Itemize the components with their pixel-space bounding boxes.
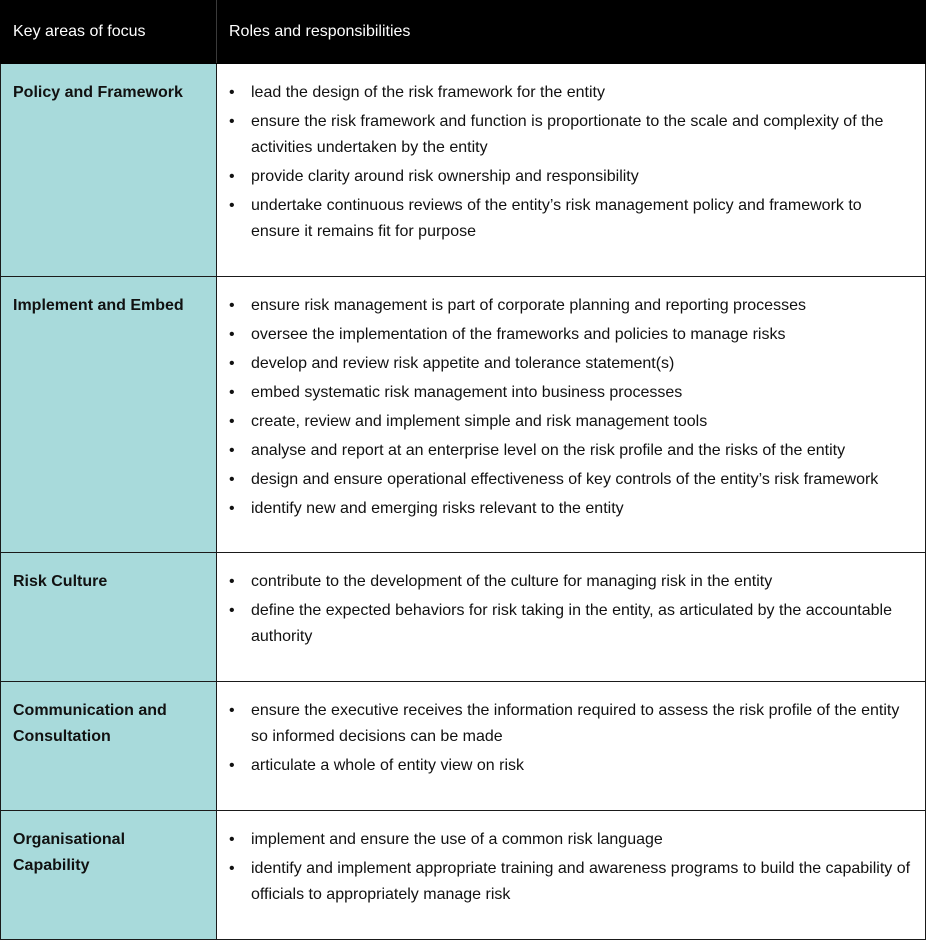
list-item: • articulate a whole of entity view on risk — [229, 753, 915, 779]
area-communication-consultation: Communication and Consultation — [1, 682, 217, 811]
area-risk-culture: Risk Culture — [1, 553, 217, 682]
list-item: • define the expected behaviors for risk taking in the entity, as articulated by the accountable authority — [229, 598, 915, 650]
roles-list — [229, 293, 915, 522]
list-item: • embed systematic risk management into business processes — [229, 380, 915, 406]
table-row — [1, 64, 926, 277]
area-organisational-capability: Organisational Capability — [1, 811, 217, 940]
list-item: • oversee the implementation of the frameworks and policies to manage risks — [229, 322, 915, 348]
list-item: • implement and ensure the use of a common risk language — [229, 827, 915, 853]
roles-list — [229, 827, 915, 908]
table-row — [1, 553, 926, 682]
roles-list — [229, 698, 915, 779]
list-item: • ensure risk management is part of corporate planning and reporting processes — [229, 293, 915, 319]
list-item: • identify and implement appropriate training and awareness programs to build the capability of officials to appropriately manage risk — [229, 856, 915, 908]
table-row — [1, 682, 926, 811]
roles-cell — [217, 277, 926, 553]
table-row — [1, 277, 926, 553]
roles-list — [229, 80, 915, 245]
list-item: • lead the design of the risk framework for the entity — [229, 80, 915, 106]
area-implement-embed: Implement and Embed — [1, 277, 217, 553]
header-roles: Roles and responsibilities — [217, 1, 926, 64]
header-key-areas: Key areas of focus — [1, 1, 217, 64]
list-item: • create, review and implement simple and risk management tools — [229, 409, 915, 435]
roles-cell — [217, 682, 926, 811]
roles-list — [229, 569, 915, 650]
list-item: • ensure the risk framework and function is proportionate to the scale and complexity of the activities undertaken by the entity — [229, 109, 915, 161]
list-item: • analyse and report at an enterprise level on the risk profile and the risks of the entity — [229, 438, 915, 464]
list-item: • provide clarity around risk ownership and responsibility — [229, 164, 915, 190]
list-item: • identify new and emerging risks relevant to the entity — [229, 496, 915, 522]
list-item: • develop and review risk appetite and tolerance statement(s) — [229, 351, 915, 377]
list-item: • contribute to the development of the culture for managing risk in the entity — [229, 569, 915, 595]
list-item: • design and ensure operational effectiveness of key controls of the entity’s risk framework — [229, 467, 915, 493]
roles-cell — [217, 64, 926, 277]
roles-cell — [217, 811, 926, 940]
list-item: • ensure the executive receives the information required to assess the risk profile of the entity so informed decisions can be made — [229, 698, 915, 750]
table-row — [1, 811, 926, 940]
roles-cell — [217, 553, 926, 682]
list-item: • undertake continuous reviews of the entity’s risk management policy and framework to ensure it remains fit for purpose — [229, 193, 915, 245]
area-policy-framework: Policy and Framework — [1, 64, 217, 277]
header-row — [1, 1, 926, 64]
